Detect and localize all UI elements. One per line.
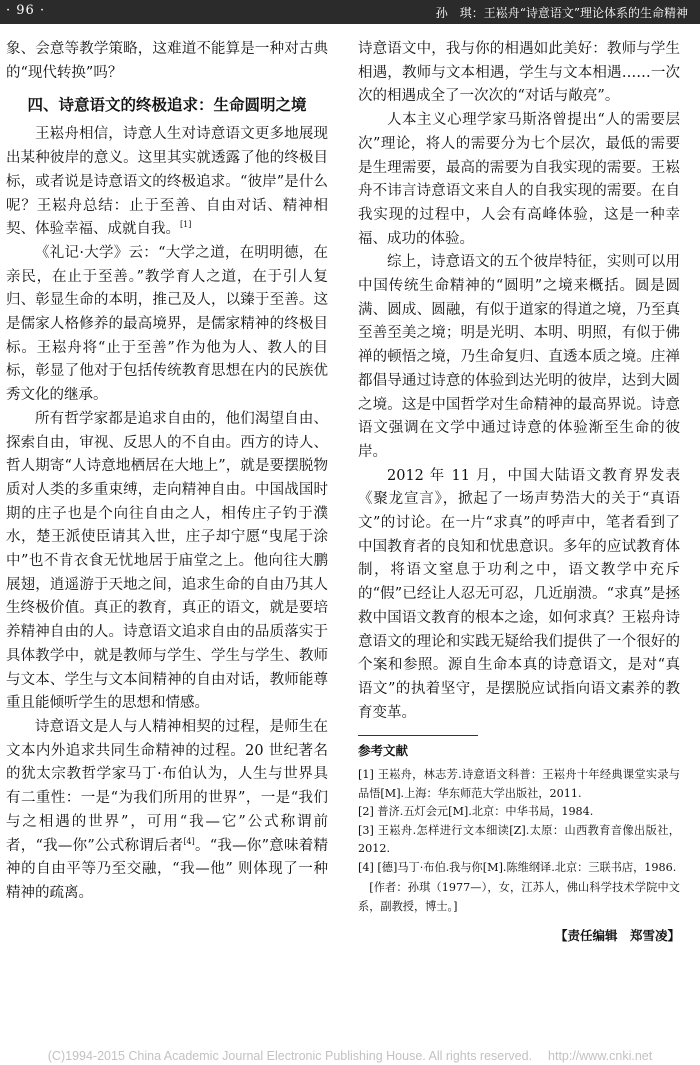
- citation-marker: [4]: [183, 836, 195, 846]
- body-paragraph: 所有哲学家都是追求自由的，他们渴望自由、探索自由，审视、反思人的不自由。西方的诗人、哲人期寄“人诗意地栖居在大地上”，就是要摆脱物质对人类的多重束缚，走向精神自由。中国战国时期的庄子也是个向往自由之人，相传庄子钓于濮水，楚王派使臣请其入世，庄子却宁愿“曳尾于涂中”也不肯衣食无忧地居于庙堂之上。他向往大鹏展翅，逍遥游于天地之间，追求生命的自由乃其人生终极价值。真正的教育，真正的语文，就是要培养精神自由的人。诗意语文追求自由的品质落实于具体教学中，就是教师与学生、学生与学生、教师与文本、学生与文本间精神的自由对话，教师能尊重且能倾听学生的思想和情感。: [6, 410, 328, 712]
- body-paragraph: 2012 年 11 月，中国大陆语文教育界发表《聚龙宣言》，掀起了一场声势浩大的关于“真语文”的讨论。在一片“求真”的呼声中，笔者看到了中国教育者的良知和忧患意识。多年的应试教育体制，将语文窒息于功利之中，语文教学中充斥的“假”已经让人忍无可忍，几近崩溃。“求真”是拯救中国语文教育的根本之途，如何求真？王崧舟诗意语文的理论和实践无疑给我们提供了一个很好的个案和参照。源自生命本真的诗意语文，是对“真语文”的执着坚守，是摆脱应试指向语文素养的教育变革。: [358, 467, 680, 721]
- author-note: [作者：孙琪（1977—），女，江苏人，佛山科学技术学院中文系，副教授，博士。]: [358, 881, 680, 913]
- body-paragraph: 《礼记·大学》云：“大学之道，在明明德，在亲民，在止于至善。”教学育人之道，在于引人复归、彰显生命的本明，推己及人，以臻于至善。这是儒家人格修养的最高境界，是儒家精神的终极目标。王崧舟将“止于至善”作为他为人、教人的目标，彰显了他对于包括传统教育思想在内的民族优秀文化的继承。: [6, 244, 328, 404]
- running-title: 孙 琪：王崧舟“诗意语文”理论体系的生命精神: [435, 6, 688, 20]
- right-column: [358, 38, 680, 948]
- reference-item: [2] 普济.五灯会元[M].北京：中华书局，1984.: [358, 805, 594, 819]
- section-heading: 四、诗意语文的终极追求：生命圆明之境: [27, 96, 307, 115]
- reference-item: [4] [德]马丁·布伯.我与你[M].陈维纲译.北京：三联书店，1986.: [358, 860, 677, 874]
- editor-credit: 【责任编辑 郑雪凌】: [554, 928, 680, 944]
- references-divider: [358, 735, 478, 736]
- references-title: 参考文献: [358, 743, 409, 759]
- paragraph-text: 诗意语文是人与人精神相契的过程，是师生在文本内外追求共同生命精神的过程。20 世纪著名的犹太宗教哲学家马丁·布伯认为，人生与世界具有二重性：一是“为我们所用的世界”，一是“我们与之相遇的世界”，可用“我—它”公式称谓前者，“我—你”公式称谓后者: [6, 718, 328, 854]
- copyright-footer: (C)1994-2015 China Academic Journal Electronic Publishing House. All rights reserved. http://www.cnki.net: [47, 1049, 653, 1063]
- continuation-paragraph: 象、会意等教学策略，这难道不能算是一种对古典的“现代转换”吗？: [6, 41, 328, 81]
- left-column: [6, 38, 328, 906]
- paragraph-text: 王崧舟相信，诗意人生对诗意语文更多地展现出某种彼岸的意义。这里其实就透露了他的终极目标，或者说是诗意语文的终极追求。“彼岸”是什么呢？王崧舟总结：止于至善、自由对话、精神相契、体验幸福、成就自我。: [6, 126, 328, 238]
- body-paragraph: [6, 123, 328, 242]
- reference-item: [3] 王崧舟.怎样进行文本细读[Z].太原：山西教育音像出版社，2012.: [358, 823, 680, 856]
- paragraph-text: 。“我—你”意味着精神的自由平等乃至交融，“我—他” 则体现了一种精神的疏离。: [6, 837, 328, 901]
- reference-item: [1] 王崧舟，林志芳.诗意语文科普：王崧舟十年经典课堂实录与品悟[M].上海：华东师范大学出版社，2011.: [358, 768, 680, 800]
- body-paragraph: 综上，诗意语文的五个彼岸特征，实则可以用中国传统生命精神的“圆明”之境来概括。圆是圆满、圆成、圆融，有似于道家的得道之境，乃至真至善至美之境；明是光明、本明、明照，有似于佛禅的顿悟之境，乃生命复归、直透本质之境。庄禅都倡导通过诗意的体验到达光明的彼岸，达到大圆之境。这是中国哲学对生命精神的最高界说。诗意语文强调在文学中通过诗意的体验渐至生命的彼岸。: [358, 254, 680, 460]
- running-header: [0, 0, 700, 24]
- body-paragraph: 诗意语文中，我与你的相遇如此美好：教师与学生相遇，教师与文本相遇，学生与文本相遇……一次次的相遇成全了一次次的“对话与敞亮”。: [358, 41, 680, 105]
- body-paragraph: 人本主义心理学家马斯洛曾提出“人的需要层次”理论，将人的需要分为七个层次，最低的需要是生理需要，最高的需要为自我实现的需要。王崧舟不讳言诗意语文来自人的自我实现的需要。在自我实现的过程中，人会有高峰体验，这是一种幸福、成功的体验。: [358, 112, 680, 247]
- citation-marker: [1]: [180, 220, 192, 230]
- body-paragraph: [6, 716, 328, 906]
- references-list: [358, 766, 680, 877]
- page-number: · 96 ·: [6, 3, 46, 18]
